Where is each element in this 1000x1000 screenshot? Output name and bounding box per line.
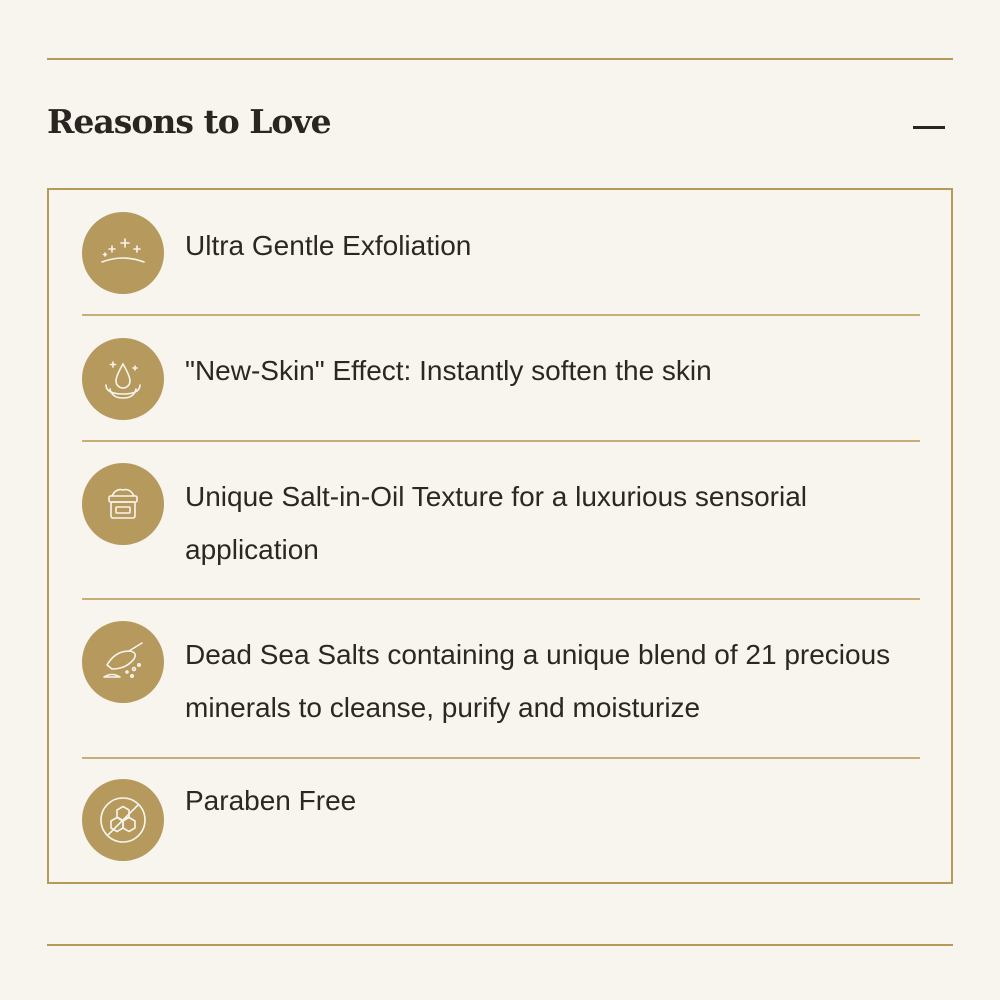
collapse-button[interactable]	[912, 114, 948, 142]
bottom-divider	[47, 944, 953, 946]
reason-item	[80, 778, 920, 862]
item-divider	[82, 314, 920, 316]
reason-label: Ultra Gentle Exfoliation	[185, 230, 472, 261]
section-title: Reasons to Love	[47, 102, 331, 141]
reason-label: "New-Skin" Effect: Instantly soften the skin	[185, 355, 712, 386]
item-divider	[82, 440, 920, 442]
top-divider	[47, 58, 953, 60]
sparkle-exfoliation-icon	[82, 212, 164, 294]
cream-jar-icon	[82, 463, 164, 545]
paraben-free-icon	[82, 779, 164, 861]
droplet-sparkle-icon	[82, 338, 164, 420]
item-divider	[82, 598, 920, 600]
reason-item	[80, 336, 920, 420]
reason-label: Paraben Free	[185, 785, 357, 816]
reason-item	[80, 211, 920, 295]
salt-crystals-icon	[82, 621, 164, 703]
reason-label: Dead Sea Salts containing a unique blend of 21 precious minerals to cleanse, purify and moisturize	[185, 639, 891, 723]
item-divider	[82, 757, 920, 759]
reason-item	[80, 462, 920, 580]
reason-item	[80, 620, 920, 738]
reason-label: Unique Salt-in-Oil Texture for a luxurious sensorial application	[185, 481, 807, 565]
accordion-header[interactable]	[47, 92, 953, 156]
reasons-panel	[47, 188, 953, 884]
minus-icon	[913, 126, 945, 129]
